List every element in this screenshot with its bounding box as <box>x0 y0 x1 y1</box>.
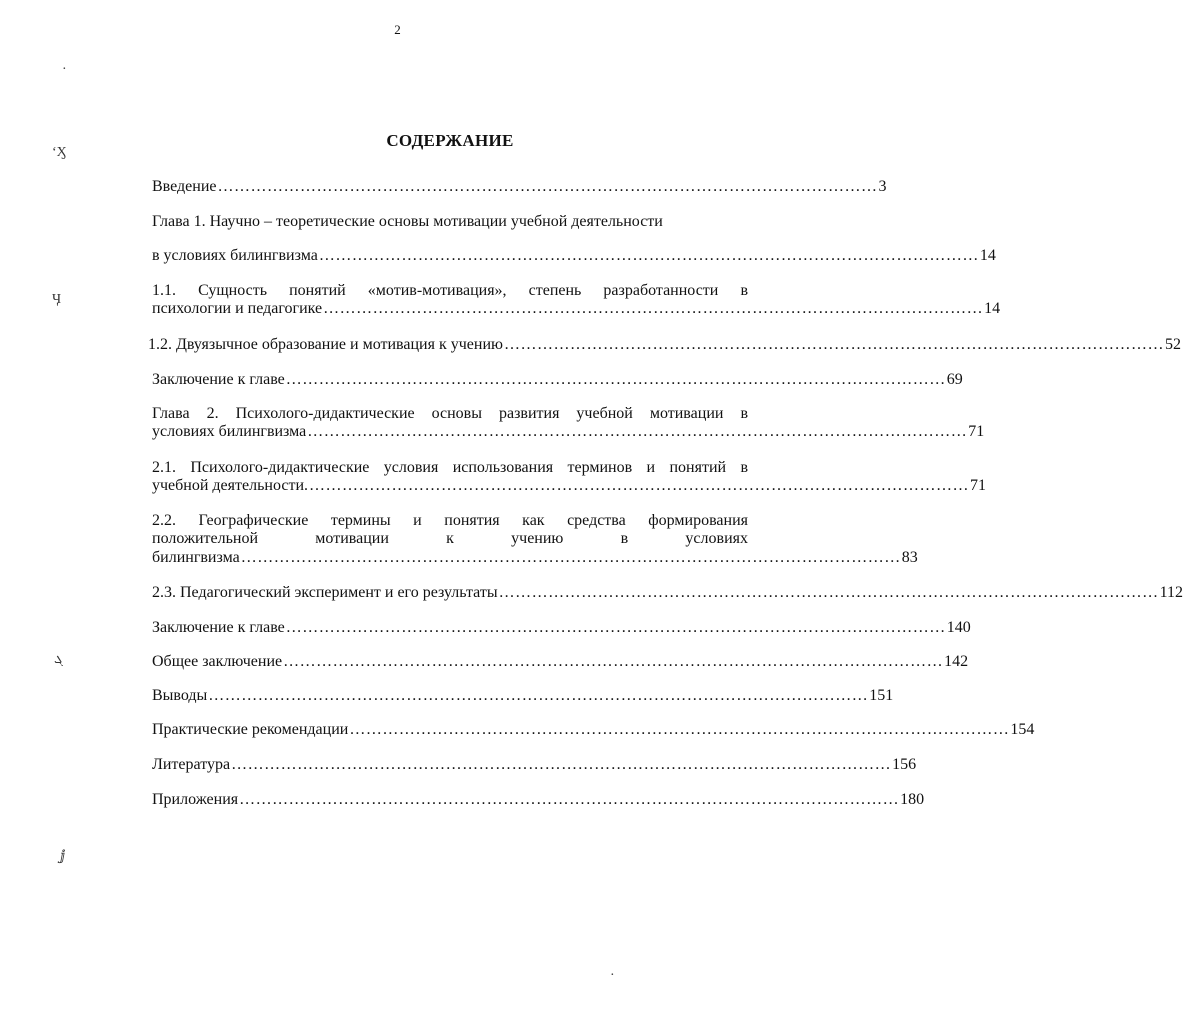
toc-entry-text: положительной мотивации к учению в условиях <box>152 530 748 547</box>
dot-leader: ………………………………………………………………………………………………………… <box>498 584 1159 601</box>
toc-entry-chapter-1-line-1 <box>152 213 748 231</box>
dot-leader: ………………………………………………………………………………………………………… <box>323 300 984 317</box>
toc-entry-text: условиях билингвизма <box>152 423 307 440</box>
page-title: СОДЕРЖАНИЕ <box>386 131 514 150</box>
toc-page-number: 112 <box>1159 584 1183 601</box>
toc-entry-text: 1.2. Двуязычное образование и мотивация к учению <box>148 336 503 353</box>
toc-page-number: 151 <box>869 687 894 704</box>
toc-entry-section-2-1-line-1 <box>152 459 748 477</box>
dot-leader: ………………………………………………………………………………………………………… <box>217 178 878 195</box>
toc-entry-text: психологии и педагогике <box>152 300 323 317</box>
dot-leader: ………………………………………………………………………………………………………… <box>231 756 892 773</box>
dot-leader: ………………………………………………………………………………………………………… <box>239 791 900 808</box>
dot-leader: ………………………………………………………………………………………………………… <box>309 477 970 494</box>
toc-page-number: 156 <box>892 756 917 773</box>
toc-entry-section-1-1 <box>152 300 1001 318</box>
scan-mark: ܓ <box>54 652 64 667</box>
toc-page-number: 14 <box>979 247 996 264</box>
toc-entry-text: Приложения <box>152 791 239 808</box>
dot-leader: ………………………………………………………………………………………………………… <box>349 721 1010 738</box>
toc-entry-text: 2.2. Географические термины и понятия как средства формирования <box>152 512 748 529</box>
toc-page-number: 3 <box>878 178 887 195</box>
dot-leader: ………………………………………………………………………………………………………… <box>283 653 944 670</box>
toc-entry-section-1-2 <box>148 336 1181 354</box>
dot-leader: ………………………………………………………………………………………………………… <box>208 687 869 704</box>
toc-page-number: 140 <box>946 619 971 636</box>
toc-entry-section-2-2 <box>152 549 918 567</box>
toc-entry-text: Заключение к главе <box>152 619 285 636</box>
scan-mark: · <box>62 62 67 77</box>
toc-page-number: 52 <box>1164 336 1181 353</box>
toc-entry-appendix <box>152 791 925 809</box>
toc-page-number: 14 <box>984 300 1001 317</box>
toc-page-number: 71 <box>970 477 987 494</box>
toc-entry-text: Литература <box>152 756 231 773</box>
toc-entry-chapter-2-line-1 <box>152 405 748 423</box>
toc-entry-text: 2.1. Психолого-дидактические условия использования терминов и понятий в <box>152 459 748 476</box>
toc-page-number: 142 <box>944 653 969 670</box>
toc-entry-practical-recommendations <box>152 721 1035 739</box>
toc-entry-text: Заключение к главе <box>152 371 285 388</box>
toc-entry-text: Глава 1. Научно – теоретические основы мотивации учебной деятельности <box>152 213 663 230</box>
toc-entry-text: в условиях билингвизма <box>152 247 318 264</box>
toc-entry-section-2-3 <box>152 584 1183 602</box>
dot-leader: ………………………………………………………………………………………………………… <box>503 336 1164 353</box>
toc-entry-text: Общее заключение <box>152 653 283 670</box>
toc-page-number: 69 <box>946 371 963 388</box>
toc-page-number: 180 <box>900 791 925 808</box>
toc-entry-intro <box>152 178 887 196</box>
toc-entry-chapter-1-conclusion <box>152 371 963 389</box>
toc-page-number: 71 <box>968 423 985 440</box>
toc-entry-section-2-2-line-1 <box>152 512 748 530</box>
dot-leader: ………………………………………………………………………………………………………… <box>318 247 979 264</box>
toc-entry-text: билингвизма <box>152 549 240 566</box>
dot-leader: ………………………………………………………………………………………………………… <box>240 549 901 566</box>
toc-page-number: 83 <box>901 549 918 566</box>
toc-entry-findings <box>152 687 894 705</box>
scan-mark: ‘Ӽ <box>52 145 67 160</box>
scan-mark: ⅉ <box>60 849 66 864</box>
toc-entry-text: 2.3. Педагогический эксперимент и его результаты <box>152 584 498 601</box>
toc-entry-text: Введение <box>152 178 217 195</box>
toc-entry-text: учебной деятельности. <box>152 477 309 494</box>
scan-mark: Ӌ <box>52 292 62 307</box>
toc-page-number: 154 <box>1010 721 1035 738</box>
scan-mark: · <box>610 968 615 983</box>
toc-entry-chapter-2-conclusion <box>152 619 971 637</box>
toc-entry-section-1-1-line-1 <box>152 282 748 300</box>
toc-entry-section-2-1 <box>152 477 987 495</box>
toc-entry-text: Выводы <box>152 687 208 704</box>
toc-entry-text: Практические рекомендации <box>152 721 349 738</box>
toc-entry-text: Глава 2. Психолого-дидактические основы развития учебной мотивации в <box>152 405 748 422</box>
toc-entry-chapter-2 <box>152 423 985 441</box>
dot-leader: ………………………………………………………………………………………………………… <box>285 619 946 636</box>
dot-leader: ………………………………………………………………………………………………………… <box>307 423 968 440</box>
toc-entry-text: 1.1. Сущность понятий «мотив-мотивация», степень разработанности в <box>152 282 748 299</box>
toc-entry-chapter-1 <box>152 247 996 265</box>
toc-entry-general-conclusion <box>152 653 969 671</box>
page-number: 2 <box>394 22 401 37</box>
dot-leader: ………………………………………………………………………………………………………… <box>285 371 946 388</box>
toc-entry-literature <box>152 756 917 774</box>
toc-entry-section-2-2-line-2 <box>152 530 748 548</box>
